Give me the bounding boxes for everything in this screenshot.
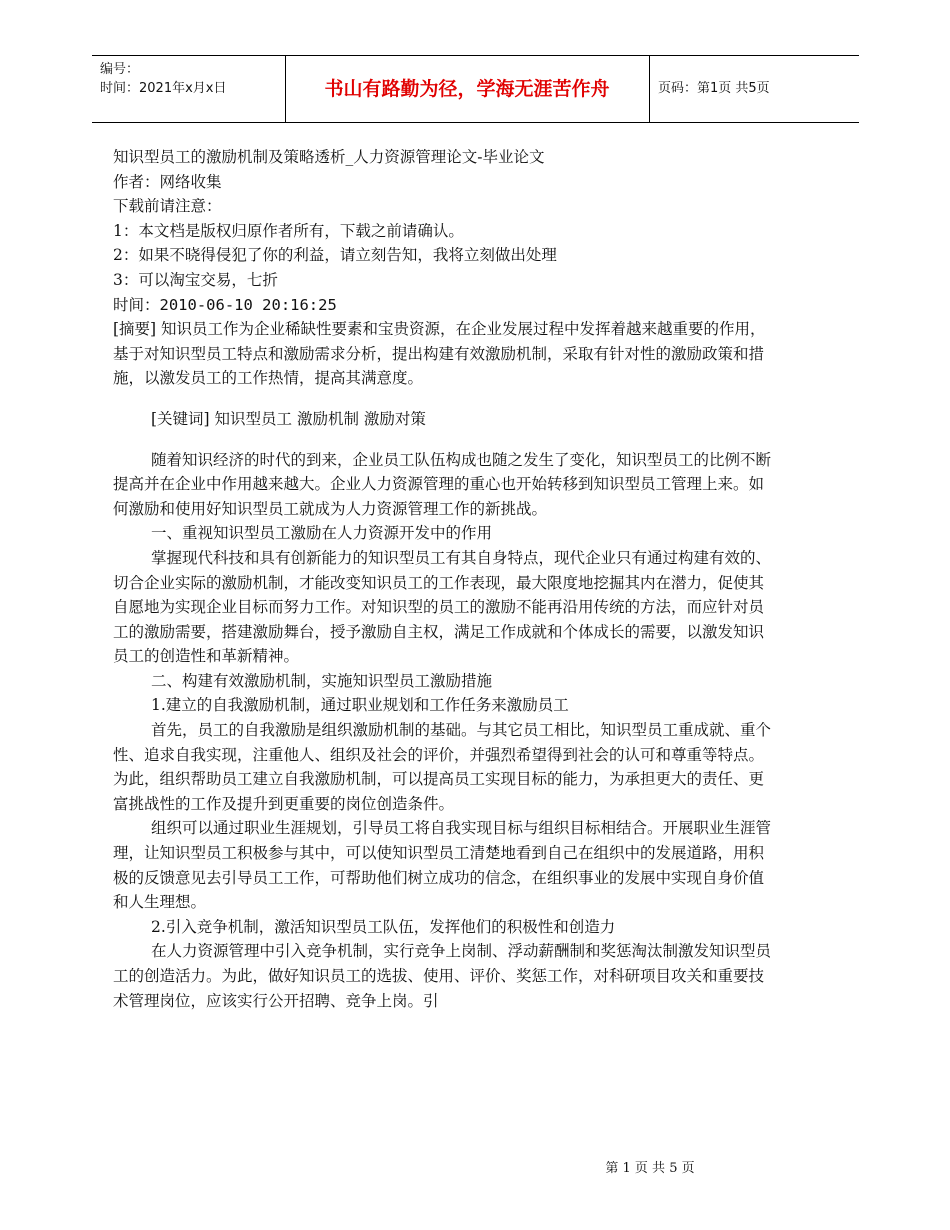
header-page-info: 页码：第1页 共5页 <box>658 81 770 96</box>
header-divider <box>649 56 650 122</box>
section-paragraph: 首先，员工的自我激励是组织激励机制的基础。与其它员工相比，知识型员工重成就、重个性、追求自我实现，注重他人、组织及社会的评价，并强烈希望得到社会的认可和尊重等特点。为此，组织帮助员工建立自我激励机制，可以提高员工实现目标的能力，为承担更大的责任、更富挑战性的工作及提升到更重要的岗位创造条件。 <box>113 721 772 813</box>
keywords: [关键词] 知识型员工 激励机制 激励对策 <box>151 409 426 428</box>
section-paragraph: 掌握现代科技和具有创新能力的知识型员工有其自身特点，现代企业只有通过构建有效的、切合企业实际的激励机制，才能改变知识员工的工作表现，最大限度地挖掘其内在潜力，促使其自愿地为实现企业目标而努力工作。对知识型的员工的激励不能再沿用传统的方法，而应针对员工的激励需要，搭建激励舞台，授予激励自主权，满足工作成就和个体成长的需要，以激发知识员工的创造性和革新精神。 <box>113 548 772 666</box>
notice-title: 下载前请注意： <box>113 197 222 216</box>
document-body <box>113 145 773 1013</box>
section-paragraph: 组织可以通过职业生涯规划，引导员工将自我实现目标与组织目标相结合。开展职业生涯管理，让知识型员工积极参与其中，可以使知识型员工清楚地看到自己在组织中的发展道路，用积极的反馈意见去引导员工工作，可帮助他们树立成功的信念，在组织事业的发展中实现自身价值和人生理想。 <box>113 819 772 912</box>
page-footer: 第 1 页 共 5 页 <box>605 1161 695 1176</box>
article-time: 时间：2010-06-10 20:16:25 <box>113 295 337 314</box>
header-motto: 书山有路勤为径，学海无涯苦作舟 <box>324 78 610 100</box>
section-heading: 一、重视知识型员工激励在人力资源开发中的作用 <box>151 524 493 543</box>
section-paragraph: 在人力资源管理中引入竞争机制，实行竞争上岗制、浮动薪酬制和奖惩淘汰制激发知识型员工的创造活力。为此，做好知识员工的选拔、使用、评价、奖惩工作，对科研项目攻关和重要技术管理岗位，应该实行公开招聘、竞争上岗。引 <box>113 942 772 1010</box>
subsection-heading: 2.引入竞争机制，激活知识型员工队伍，发挥他们的积极性和创造力 <box>151 917 616 936</box>
header-time-label: 时间：2021年x月x日 <box>100 81 227 96</box>
notice-item: 1：本文档是版权归原作者所有，下载之前请确认。 <box>113 221 464 240</box>
article-author: 作者：网络收集 <box>113 172 222 191</box>
intro-paragraph: 随着知识经济的时代的到来，企业员工队伍构成也随之发生了变化，知识型员工的比例不断提高并在企业中作用越来越大。企业人力资源管理的重心也开始转移到知识型员工管理上来。如何激励和使用好知识型员工就成为人力资源管理工作的新挑战。 <box>113 450 772 518</box>
section-heading: 二、构建有效激励机制，实施知识型员工激励措施 <box>151 671 493 690</box>
abstract: [摘要] 知识员工作为企业稀缺性要素和宝贵资源，在企业发展过程中发挥着越来越重要的作用，基于对知识型员工特点和激励需求分析，提出构建有效激励机制，采取有针对性的激励政策和措施，以激发员工的工作热情，提高其满意度。 <box>113 320 766 388</box>
notice-item: 3：可以淘宝交易，七折 <box>113 270 278 289</box>
header-meta <box>100 60 226 98</box>
spacer <box>113 432 773 448</box>
article-title: 知识型员工的激励机制及策略透析_人力资源管理论文-毕业论文 <box>113 148 545 166</box>
subsection-heading: 1.建立的自我激励机制，通过职业规划和工作任务来激励员工 <box>151 696 569 715</box>
page-header <box>92 55 859 123</box>
notice-item: 2：如果不晓得侵犯了你的利益，请立刻告知，我将立刻做出处理 <box>113 246 557 265</box>
header-number-label: 编号： <box>100 62 140 77</box>
spacer <box>113 391 773 407</box>
